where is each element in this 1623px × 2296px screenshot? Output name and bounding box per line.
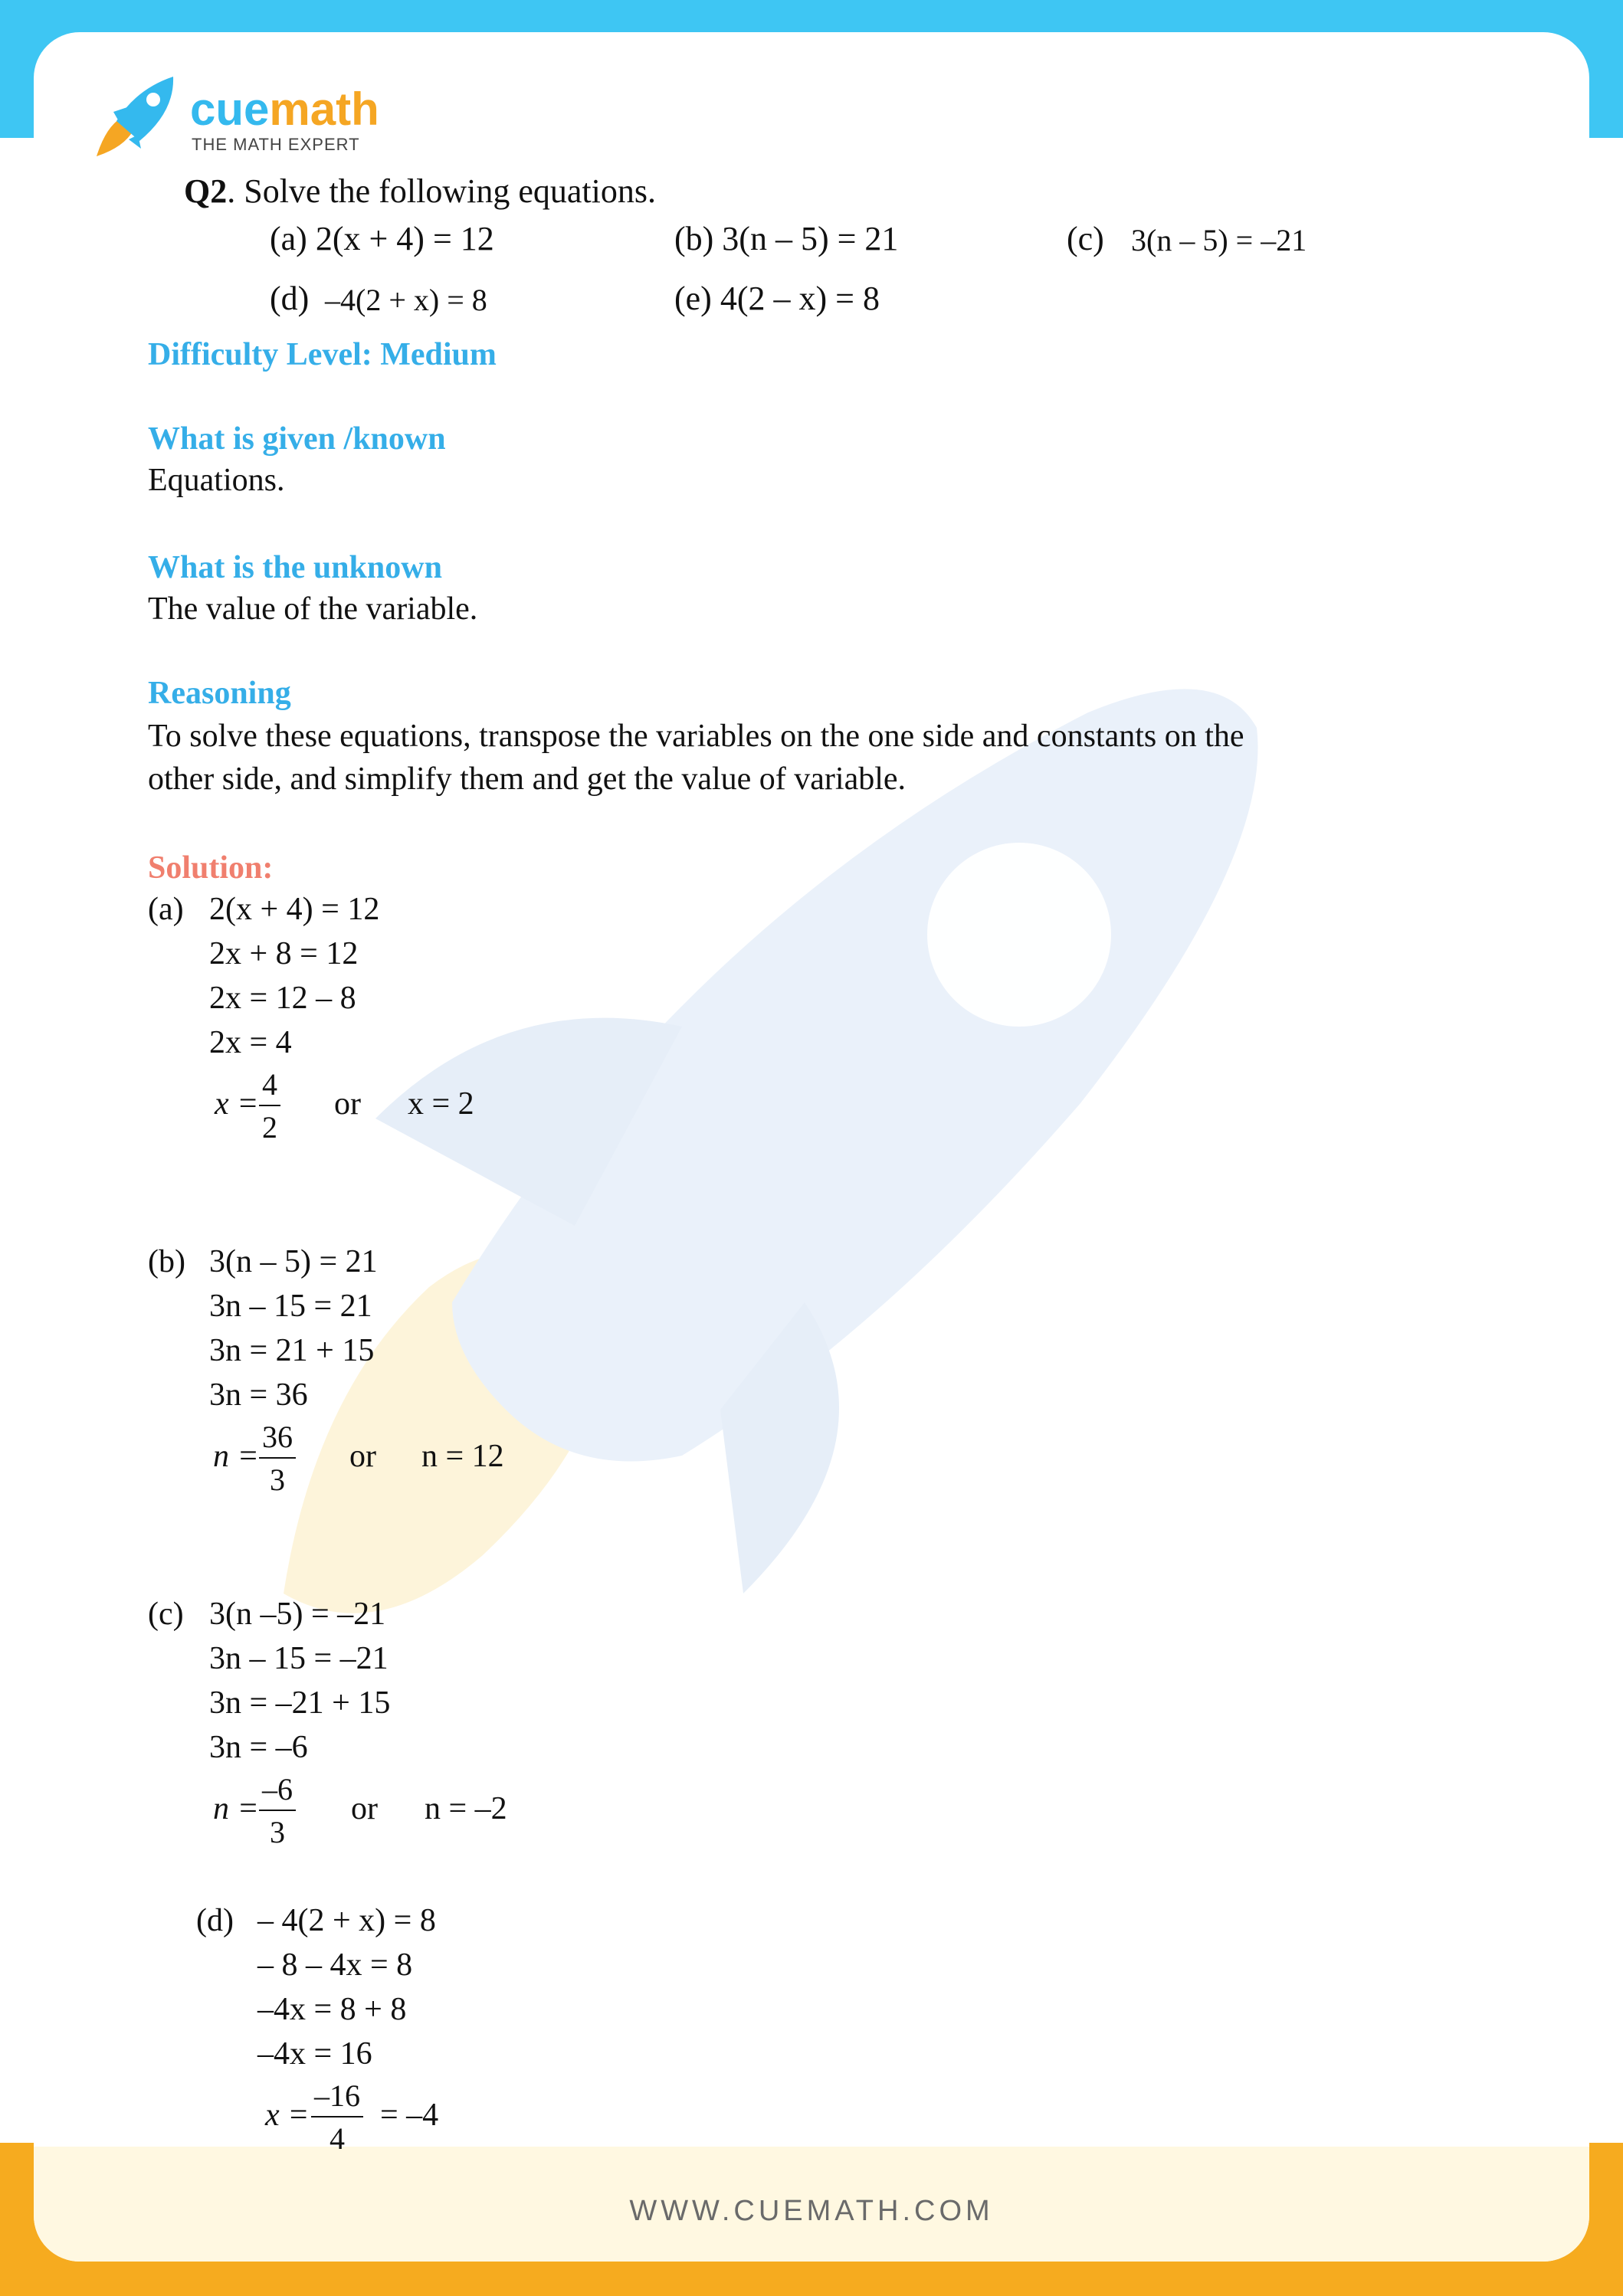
- solution-c-step: 3n = –6: [209, 1730, 308, 1765]
- solution-c-fraction: [259, 1774, 296, 1848]
- solution-d-step: – 4(2 + x) = 8: [257, 1903, 436, 1938]
- fraction-numerator: 36: [259, 1422, 296, 1459]
- reasoning-line-2: other side, and simplify them and get the value of variable.: [148, 762, 907, 797]
- fraction-denominator: 3: [270, 1815, 285, 1849]
- question-part-a: (a) 2(x + 4) = 12: [270, 220, 494, 257]
- reasoning-heading: Reasoning: [148, 676, 291, 711]
- solution-d-label: (d): [196, 1903, 234, 1938]
- question-prompt: . Solve the following equations.: [227, 172, 656, 210]
- solution-heading: Solution:: [148, 850, 274, 886]
- solution-c-step: 3n = –21 + 15: [209, 1685, 391, 1721]
- solution-a-fraction: [259, 1069, 280, 1143]
- fraction-numerator: –16: [311, 2081, 363, 2117]
- footer-strip: [34, 2147, 1589, 2262]
- question-part-b: (b) 3(n – 5) = 21: [674, 220, 899, 257]
- question-part-c: 3(n – 5) = –21: [1131, 223, 1307, 257]
- solution-d-step: –4x = 16: [257, 2036, 372, 2072]
- solution-a-step: 2x = 12 – 8: [209, 981, 356, 1016]
- solution-b-final-lhs: n =: [213, 1439, 259, 1474]
- solution-d-result: = –4: [380, 2098, 439, 2133]
- question-number: Q2: [184, 172, 228, 210]
- fraction-denominator: 4: [330, 2121, 345, 2156]
- solution-a-result: x = 2: [408, 1086, 474, 1122]
- reasoning-line-1: To solve these equations, transpose the variables on the one side and constants on the: [148, 719, 1244, 754]
- solution-a-or: or: [334, 1086, 361, 1122]
- unknown-heading: What is the unknown: [148, 550, 442, 585]
- solution-b-result: n = 12: [421, 1439, 504, 1474]
- solution-c-final-lhs: n =: [213, 1791, 259, 1826]
- cuemath-rocket-logo-icon: [90, 74, 181, 159]
- given-text: Equations.: [148, 463, 285, 498]
- solution-d-step: –4x = 8 + 8: [257, 1992, 407, 2027]
- solution-a-step: 2(x + 4) = 12: [209, 892, 380, 927]
- brand-logo[interactable]: cuemath: [190, 84, 379, 135]
- difficulty-level: Difficulty Level: Medium: [148, 337, 497, 372]
- solution-b-step: 3n – 15 = 21: [209, 1289, 372, 1324]
- brand-tagline: THE MATH EXPERT: [192, 135, 360, 154]
- solution-a-step: 2x = 4: [209, 1025, 292, 1060]
- solution-d-fraction: [311, 2078, 363, 2156]
- question-line: [184, 172, 656, 210]
- solution-b-fraction: [259, 1422, 296, 1495]
- unknown-text: The value of the variable.: [148, 591, 478, 627]
- solution-b-step: 3n = 36: [209, 1377, 308, 1413]
- solution-b-or: or: [349, 1439, 376, 1474]
- question-part-e: (e) 4(2 – x) = 8: [674, 280, 880, 317]
- solution-a-step: 2x + 8 = 12: [209, 936, 359, 971]
- solution-c-step: 3(n –5) = –21: [209, 1597, 386, 1632]
- solution-c-or: or: [351, 1791, 378, 1826]
- solution-c-label: (c): [148, 1597, 184, 1632]
- solution-d-step: – 8 – 4x = 8: [257, 1947, 413, 1983]
- solution-b-step: 3(n – 5) = 21: [209, 1244, 378, 1279]
- solution-a-final-lhs: x =: [215, 1086, 259, 1122]
- solution-d-final-lhs: x =: [265, 2098, 310, 2133]
- question-part-d-label: (d): [270, 280, 310, 317]
- solution-b-label: (b): [148, 1244, 185, 1279]
- solution-c-step: 3n – 15 = –21: [209, 1641, 389, 1676]
- fraction-denominator: 3: [270, 1462, 285, 1497]
- solution-b-step: 3n = 21 + 15: [209, 1333, 375, 1368]
- footer-url[interactable]: WWW.CUEMATH.COM: [629, 2195, 994, 2227]
- fraction-numerator: 4: [259, 1069, 280, 1106]
- fraction-numerator: –6: [259, 1774, 296, 1811]
- fraction-denominator: 2: [262, 1110, 277, 1145]
- question-part-c-label: (c): [1067, 220, 1104, 257]
- solution-a-label: (a): [148, 892, 184, 927]
- question-part-d: –4(2 + x) = 8: [325, 283, 487, 317]
- given-heading: What is given /known: [148, 421, 446, 457]
- solution-c-result: n = –2: [425, 1791, 507, 1826]
